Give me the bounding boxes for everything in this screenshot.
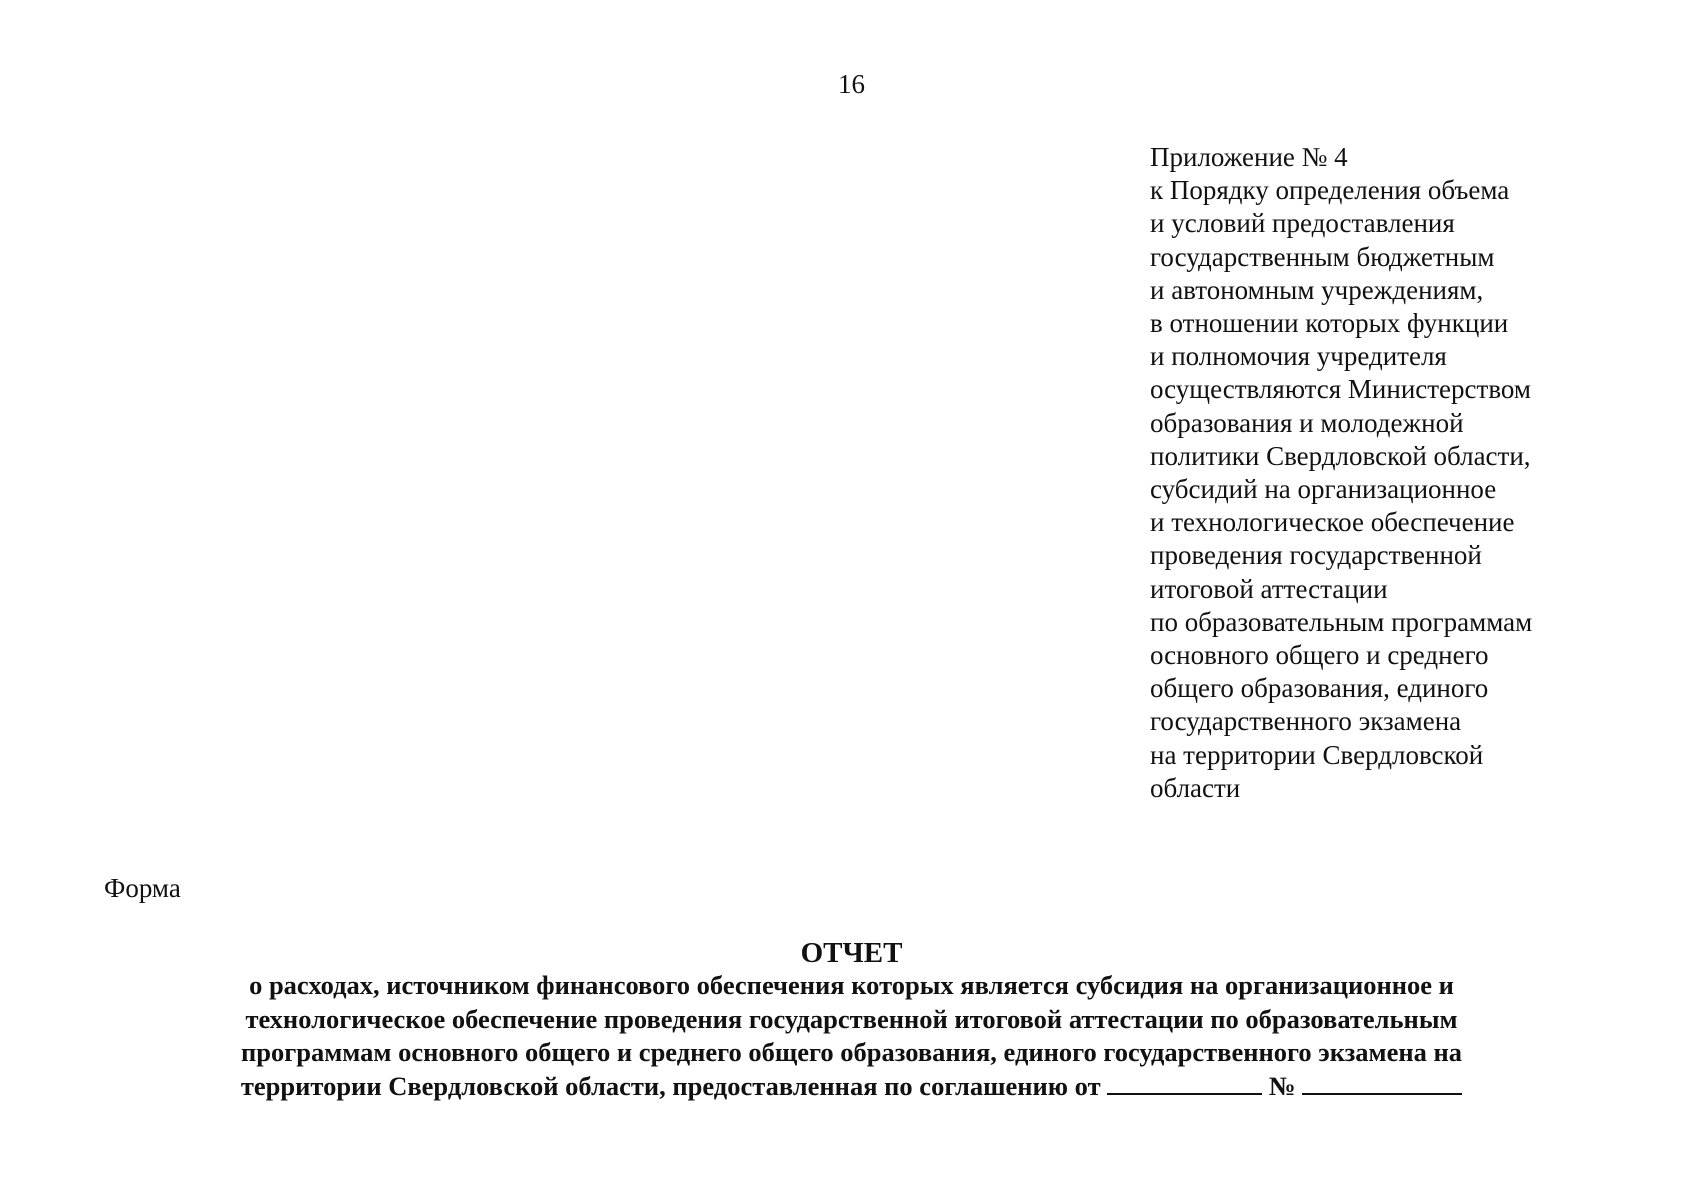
appendix-line: общего образования, единого: [1150, 673, 1489, 704]
appendix-line: по образовательным программам: [1150, 606, 1533, 637]
appendix-line: и автономным учреждениям,: [1150, 274, 1484, 305]
report-line: программам основного общего и среднего общего образования, единого государственного экзамена на: [240, 1037, 1463, 1067]
appendix-line: субсидий на организационное: [1150, 474, 1497, 505]
appendix-line: и полномочия учредителя: [1150, 341, 1447, 372]
agreement-number-blank[interactable]: [1302, 1071, 1462, 1095]
page-number: 16: [838, 69, 865, 99]
appendix-line: политики Свердловской области,: [1150, 440, 1531, 471]
appendix-line: основного общего и среднего: [1150, 640, 1489, 671]
appendix-line: в отношении которых функции: [1150, 308, 1509, 339]
appendix-line: образования и молодежной: [1150, 407, 1464, 438]
appendix-line: области: [1150, 772, 1241, 803]
report-description: [160, 969, 1543, 1103]
appendix-line: осуществляются Министерством: [1150, 374, 1531, 405]
number-sign: №: [1268, 1070, 1296, 1101]
report-line: технологическое обеспечение проведения государственной итоговой аттестации по образовательным: [245, 1003, 1458, 1034]
appendix-line: на территории Свердловской: [1150, 739, 1484, 770]
appendix-line: проведения государственной: [1150, 540, 1482, 571]
appendix-line: государственного экзамена: [1150, 706, 1462, 737]
report-last-line-text: территории Свердловской области, предоставленная по соглашению от: [240, 1070, 1101, 1101]
appendix-line: и условий предоставления: [1150, 208, 1455, 239]
form-label: Форма: [104, 873, 181, 903]
appendix-header: [1150, 141, 1670, 805]
agreement-date-blank[interactable]: [1107, 1071, 1262, 1095]
appendix-line: итоговой аттестации: [1150, 573, 1388, 604]
report-line: о расходах, источником финансового обеспечения которых является субсидия на организационное и: [249, 970, 1454, 1000]
report-title: ОТЧЕТ: [800, 937, 903, 969]
appendix-line: к Порядку определения объема: [1150, 175, 1510, 206]
appendix-line: государственным бюджетным: [1150, 241, 1495, 272]
report-line-last: [160, 1070, 1543, 1104]
appendix-line: Приложение № 4: [1150, 142, 1348, 172]
appendix-line: и технологическое обеспечение: [1150, 507, 1515, 538]
